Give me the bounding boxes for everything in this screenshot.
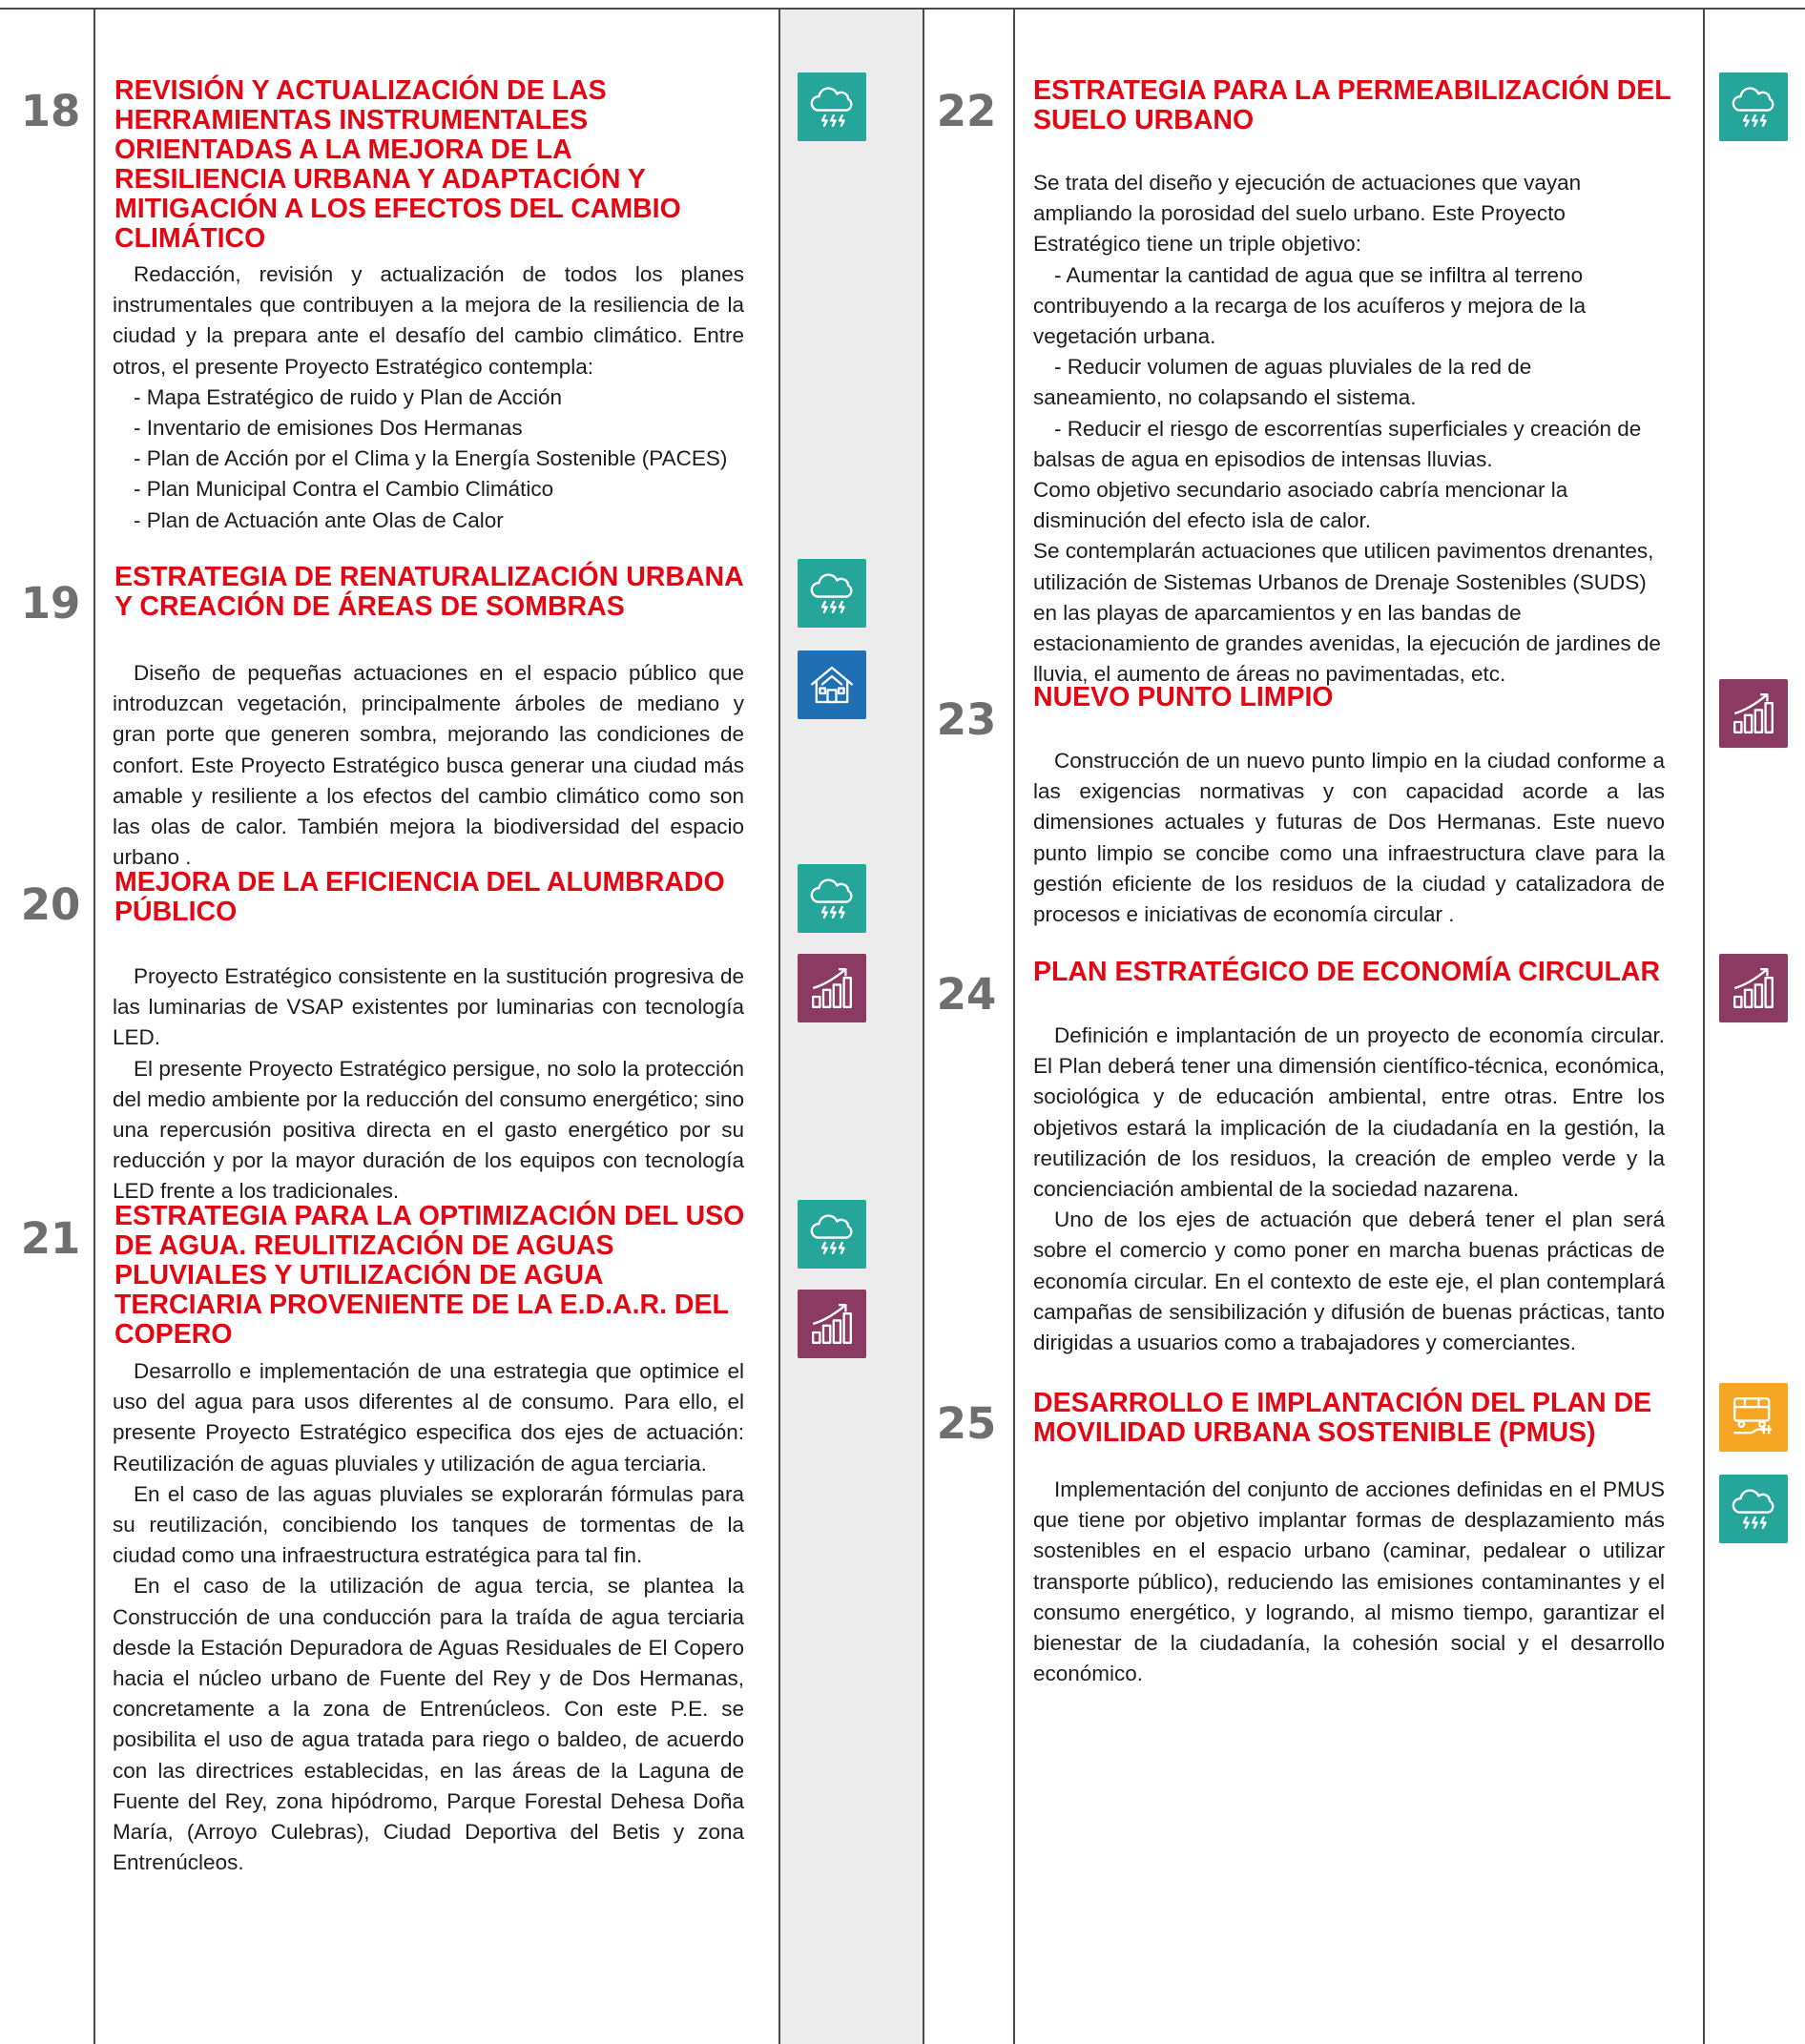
climate-icon: [798, 72, 866, 141]
climate-icon: [798, 864, 866, 933]
rule-1: [93, 8, 95, 2044]
list-item: - Mapa Estratégico de ruido y Plan de Acción: [134, 384, 563, 409]
list-item: - Inventario de emisiones Dos Hermanas: [134, 416, 523, 441]
project-title: ESTRATEGIA DE RENATURALIZACIÓN URBANA Y CREACIÓN DE ÁREAS DE SOMBRAS: [114, 562, 743, 622]
paragraph: En el caso de las aguas pluviales se explorarán fórmulas para su reutilización, concibiendo los tanques de tormentas de la ciudad como una infraestructura estratégica para tal fin.: [113, 1481, 744, 1568]
project-title: MEJORA DE LA EFICIENCIA DEL ALUMBRADO PÚBLICO: [114, 867, 725, 927]
growth-chart-icon: [1719, 954, 1788, 1022]
project-title: PLAN ESTRATÉGICO DE ECONOMÍA CIRCULAR: [1033, 957, 1661, 987]
paragraph: Como objetivo secundario asociado cabría mencionar la disminución del efecto isla de calor.: [1033, 478, 1568, 533]
growth-chart-icon: [1719, 679, 1788, 748]
paragraph: El presente Proyecto Estratégico persigue, no solo la protección del medio ambiente por la reducción del consumo energético; sino una repercusión positiva directa en el gasto energético por su reducción y por la mayor duración de los equipos con tecnología LED frente a los tradicionales.: [113, 1056, 744, 1204]
project-body: [113, 259, 744, 536]
list-item: - Plan de Acción por el Clima y la Energía Sostenible (PACES): [134, 446, 728, 471]
project-body: [1033, 746, 1665, 930]
project-number: 24: [936, 969, 997, 1020]
project-number: 20: [20, 879, 81, 930]
paragraph: Se trata del diseño y ejecución de actuaciones que vayan ampliando la porosidad del suelo urbano. Este Proyecto Estratégico tiene un triple objetivo:: [1033, 171, 1582, 257]
project-title: ESTRATEGIA PARA LA OPTIMIZACIÓN DEL USO DE AGUA. REULITIZACIÓN DE AGUAS PLUVIALES Y UTILIZACIÓN DE AGUA TERCIARIA PROVENIENTE DE LA E.D.A.R. DEL COPERO: [114, 1201, 745, 1350]
project-body: [1033, 1021, 1665, 1358]
project-title: ESTRATEGIA PARA LA PERMEABILIZACIÓN DEL SUELO URBANO: [1033, 75, 1671, 135]
project-body: [113, 1356, 744, 1878]
project-title: DESARROLLO E IMPLANTACIÓN DEL PLAN DE MOVILIDAD URBANA SOSTENIBLE (PMUS): [1033, 1388, 1652, 1448]
house-icon: [798, 650, 866, 719]
paragraph: Construcción de un nuevo punto limpio en la ciudad conforme a las exigencias normativas y con capacidad acorde a las dimensiones actuales y futuras de Dos Hermanas. Este nuevo punto limpio se concibe como una infraestructura clave para la gestión eficiente de los residuos de la ciudad y catalizadora de procesos e iniciativas de economía circular .: [1033, 749, 1665, 927]
project-number: 25: [936, 1398, 997, 1449]
rule-3: [923, 8, 924, 2044]
project-number: 22: [936, 86, 997, 136]
climate-icon: [1719, 72, 1788, 141]
paragraph: Diseño de pequeñas actuaciones en el espacio público que introduzcan vegetación, principalmente árboles de mediano y gran porte que generen sombra, mejorando las condiciones de confort. Este Proyecto Estratégico busca generar una ciudad más amable y resiliente a los efectos del cambio climático como son las olas de calor. También mejora la biodiversidad del espacio urbano .: [113, 661, 744, 870]
electric-bus-icon: [1719, 1383, 1788, 1452]
center-gutter: [779, 10, 923, 2044]
growth-chart-icon: [798, 1290, 866, 1358]
paragraph: Definición e implantación de un proyecto de economía circular. El Plan deberá tener una dimensión científico-técnica, económica, sociológica y de educación ambiental, entre otras. Entre los objetivos estará la implicación de la ciudadanía en la gestión, la reutilización de los residuos, la creación de empleo verde y la concienciación ambiental de la sociedad nazarena.: [1033, 1023, 1665, 1202]
list-item: - Reducir el riesgo de escorrentías superficiales y creación de balsas de agua en episodios de intensas lluvias.: [1033, 416, 1642, 471]
project-body: [113, 658, 744, 873]
paragraph: Uno de los ejes de actuación que deberá tener el plan será sobre el comercio y como poner en marcha buenas prácticas de economía circular. En el contexto de este eje, el plan contemplará campañas de sensibilización y difusión de buenas prácticas, tanto dirigidas a usuarios como a trabajadores y comerciantes.: [1033, 1208, 1665, 1355]
project-title: NUEVO PUNTO LIMPIO: [1033, 682, 1334, 712]
list-item: - Aumentar la cantidad de agua que se infiltra al terreno contribuyendo a la recarga de los acuíferos y mejora de la vegetación urbana.: [1033, 262, 1587, 349]
list-item: - Plan de Actuación ante Olas de Calor: [134, 507, 504, 532]
paragraph: Se contemplarán actuaciones que utilicen pavimentos drenantes, utilización de Sistemas Urbanos de Drenaje Sostenibles (SUDS) en las playas de aparcamientos y en las bandas de estacionamiento de grandes avenidas, la ejecución de jardines de lluvia, el aumento de áreas no pavimentadas, etc.: [1033, 539, 1661, 687]
paragraph: Redacción, revisión y actualización de todos los planes instrumentales que contribuyen a la mejora de la resiliencia de la ciudad y la prepara ante el desafío del cambio climático. Entre otros, el presente Proyecto Estratégico contempla:: [113, 262, 744, 379]
paragraph: Desarrollo e implementación de una estrategia que optimice el uso del agua para usos diferentes al de consumo. Para ello, el presente Proyecto Estratégico especifica dos ejes de actuación: Reutilización de aguas pluviales y utilización de agua terciaria.: [113, 1359, 744, 1476]
paragraph: Proyecto Estratégico consistente en la sustitución progresiva de las luminarias de VSAP existentes por luminarias con tecnología LED.: [113, 964, 744, 1050]
rule-2: [778, 8, 780, 2044]
list-item: - Plan Municipal Contra el Cambio Climático: [134, 477, 554, 502]
rule-5: [1703, 8, 1705, 2044]
rule-4: [1013, 8, 1015, 2044]
project-number: 23: [936, 694, 997, 745]
paragraph: En el caso de la utilización de agua tercia, se plantea la Construcción de una conducción para la traída de agua terciaria desde la Estación Depuradora de Aguas Residuales de El Copero hacia el núcleo urbano de Fuente del Rey y de Dos Hermanas, concretamente a la zona de Entrenúcleos. Con este P.E. se posibilita el uso de agua tratada para riego o baldeo, de acuerdo con las directrices establecidas, en las áreas de la Laguna de Fuente del Rey, zona hipódromo, Parque Forestal Dehesa Doña María, (Arroyo Culebras), Ciudad Deportiva del Betis y zona Entrenúcleos.: [113, 1574, 744, 1875]
project-number: 18: [20, 86, 81, 136]
project-number: 19: [20, 578, 81, 629]
climate-icon: [1719, 1475, 1788, 1543]
growth-chart-icon: [798, 954, 866, 1022]
climate-icon: [798, 559, 866, 628]
project-number: 21: [20, 1213, 81, 1264]
climate-icon: [798, 1200, 866, 1269]
project-title: REVISIÓN Y ACTUALIZACIÓN DE LAS HERRAMIENTAS INSTRUMENTALES ORIENTADAS A LA MEJORA DE LA RESILIENCIA URBANA Y ADAPTACIÓN Y MITIGACIÓN A LOS EFECTOS DEL CAMBIO CLIMÁTICO: [114, 75, 681, 254]
paragraph: Implementación del conjunto de acciones definidas en el PMUS que tiene por objetivo implantar formas de desplazamiento más sostenibles en el espacio urbano (caminar, pedalear o utilizar transporte público), reduciendo las emisiones contaminantes y el consumo energético, y logrando, al mismo tiempo, garantizar el bienestar de la ciudadanía, la cohesión social y el desarrollo económico.: [1033, 1477, 1665, 1686]
project-body: [1033, 1475, 1665, 1689]
project-body: [1033, 168, 1665, 690]
project-body: [113, 961, 744, 1208]
list-item: - Reducir volumen de aguas pluviales de la red de saneamiento, no colapsando el sistema.: [1033, 355, 1532, 410]
